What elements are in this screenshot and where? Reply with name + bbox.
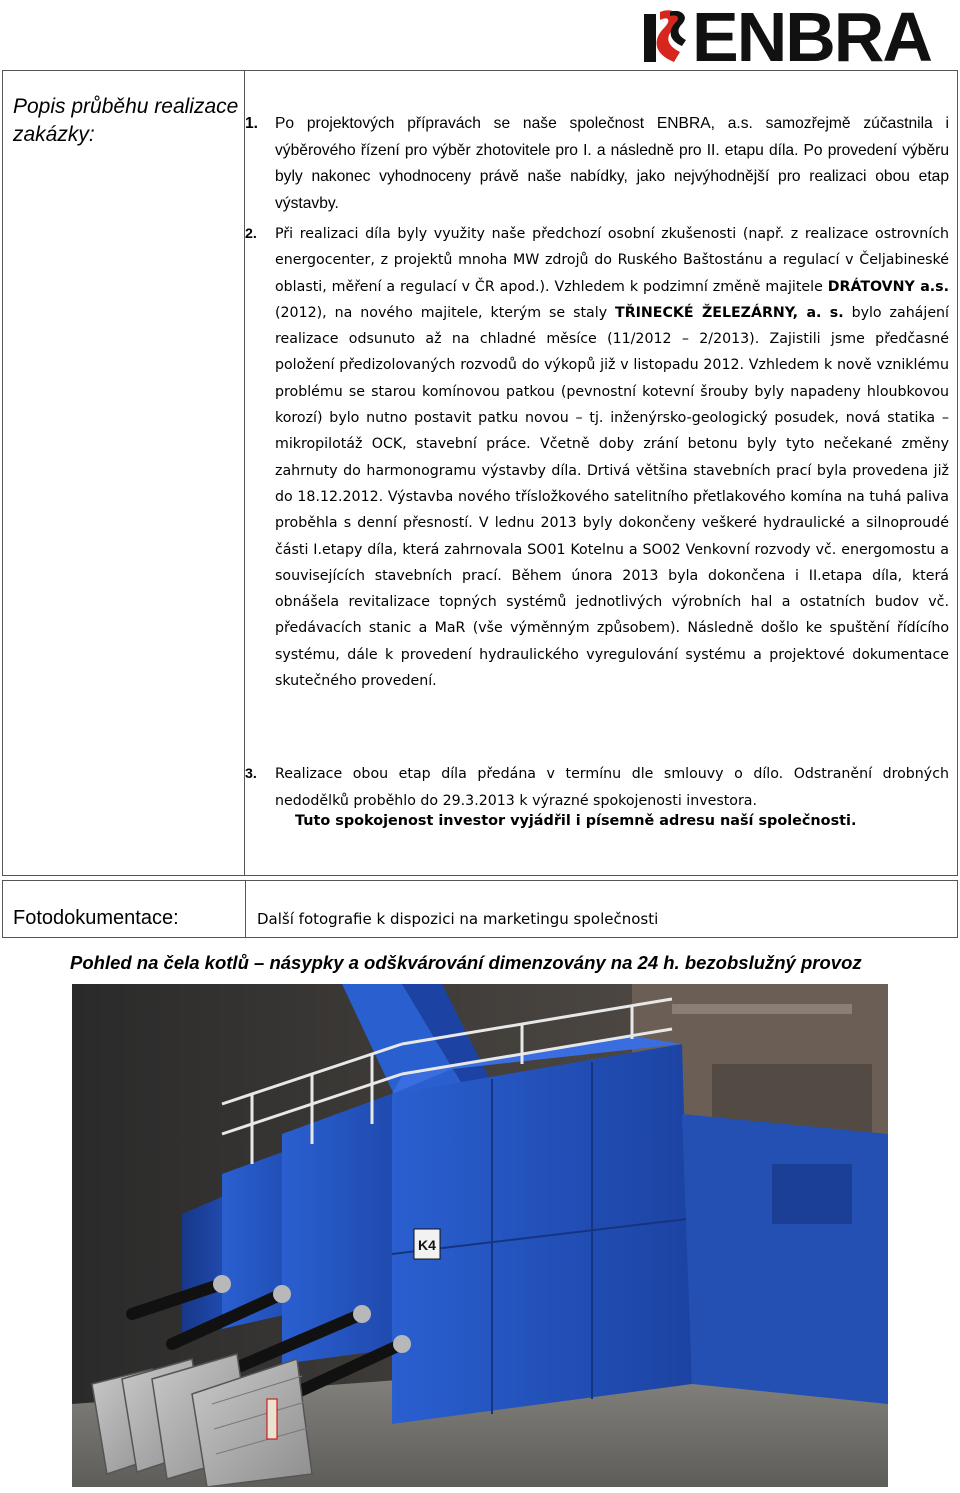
list-item — [245, 761, 949, 814]
company-name-bold: DRÁTOVNY a.s. — [827, 278, 949, 295]
item-number: 3. — [245, 766, 257, 782]
item-text-part: (2012), na nového majitele, kterým se staly — [275, 304, 616, 321]
boiler-hoppers-image — [72, 984, 888, 1487]
item-text-part: Při realizaci díla byly využity naše předchozí osobní zkušenosti (např. z realizace ostrovních energocenter, z projektů mnoha MW zdrojů do Ruského Baštostánu a regulací v Čeljabineské oblasti, měření a regulací v ČR apod.). Vzhledem k podzimní změně majitele — [275, 226, 949, 295]
item-number: 2. — [245, 226, 257, 242]
foto-label: Fotodokumentace: — [13, 907, 179, 929]
item-text — [275, 221, 949, 694]
photo-caption: Pohled na čela kotlů – násypky a odškvárování dimenzovány na 24 h. bezobslužný provoz — [70, 952, 862, 973]
list-item — [245, 111, 949, 217]
list-item — [245, 221, 949, 694]
foto-note: Další fotografie k dispozici na marketingu společnosti — [257, 910, 659, 928]
item-text-part: bylo zahájení realizace odsunuto až na chladné měsíce (11/2012 – 2/2013). Zajistili jsme předčasné položení předizolovaných rozvodů do výkopů již v listopadu 2012. Vzhledem k nově vzniklému problému se starou komínovou patkou (pevnostní kotevní šrouby byly napadeny hloubkovou korozí) bylo nutno postavit patku novou – tj. inženýrsko-geologický posudek, nová statika – mikropilotáž OCK, stavební práce. Včetně doby zrání betonu byly tyto nečekané změny zahrnuty do harmonogramu výstavby díla. Drtivá většina stavebních prací byla provedena již do 18.12.2012. Výstavba nového třísložkového satelitního přetlakového komína na tuhá paliva proběhla s denní přesností. V lednu 2013 byly dokončeny veškeré hydraulické a silnoproudé části I.etapy díla, která zahrnovala SO01 Kotelnu a SO02 Venkovní rozvody vč. energomostu a souvisejících stavebních prací. Během února 2013 byla dokončena i II.etapa díla, která obnášela revitalizace topných systémů jednotlivých výrobních hal a ostatních budov vč. předávacích stanic a MaR (vše výměnným způsobem). Následně došlo ke spuštění řídícího systému, dále k provedení hydraulického vyregulování systému a projektové dokumentace skutečného provedení. — [275, 304, 949, 690]
company-name-bold: TŘINECKÉ ŽELEZÁRNY, a. s. — [615, 304, 844, 321]
description-content-cell — [245, 71, 957, 875]
description-label-cell — [3, 71, 245, 875]
foto-divider — [245, 881, 246, 937]
description-table — [2, 70, 958, 876]
item-text: Realizace obou etap díla předána v termínu dle smlouvy o dílo. Odstranění drobných nedodělků proběhlo do 29.3.2013 k výrazné spokojenosti investora. — [275, 766, 949, 809]
logo-wordmark: ENBRA — [692, 0, 931, 76]
boiler-room-photo — [72, 984, 888, 1487]
enbra-logo — [642, 0, 934, 76]
foto-table — [2, 880, 958, 938]
item-number: 1. — [245, 115, 259, 132]
enbra-logo-mark-icon — [642, 6, 692, 66]
description-label: Popis průběhu realizace zakázky: — [13, 95, 239, 146]
closing-statement: Tuto spokojenost investor vyjádřil i písemně adresu naší společnosti. — [295, 813, 857, 829]
item-text: Po projektových přípravách se naše společnost ENBRA, a.s. samozřejmě zúčastnila i výběrového řízení pro výběr zhotovitele pro I. a následně pro II. etapu díla. Po provedení výběru byly nakonec vyhodnoceny právě naše nabídky, jako nejvýhodnější pro realizaci obou etap výstavby. — [275, 115, 949, 212]
hopper-label: K4 — [418, 1237, 436, 1253]
